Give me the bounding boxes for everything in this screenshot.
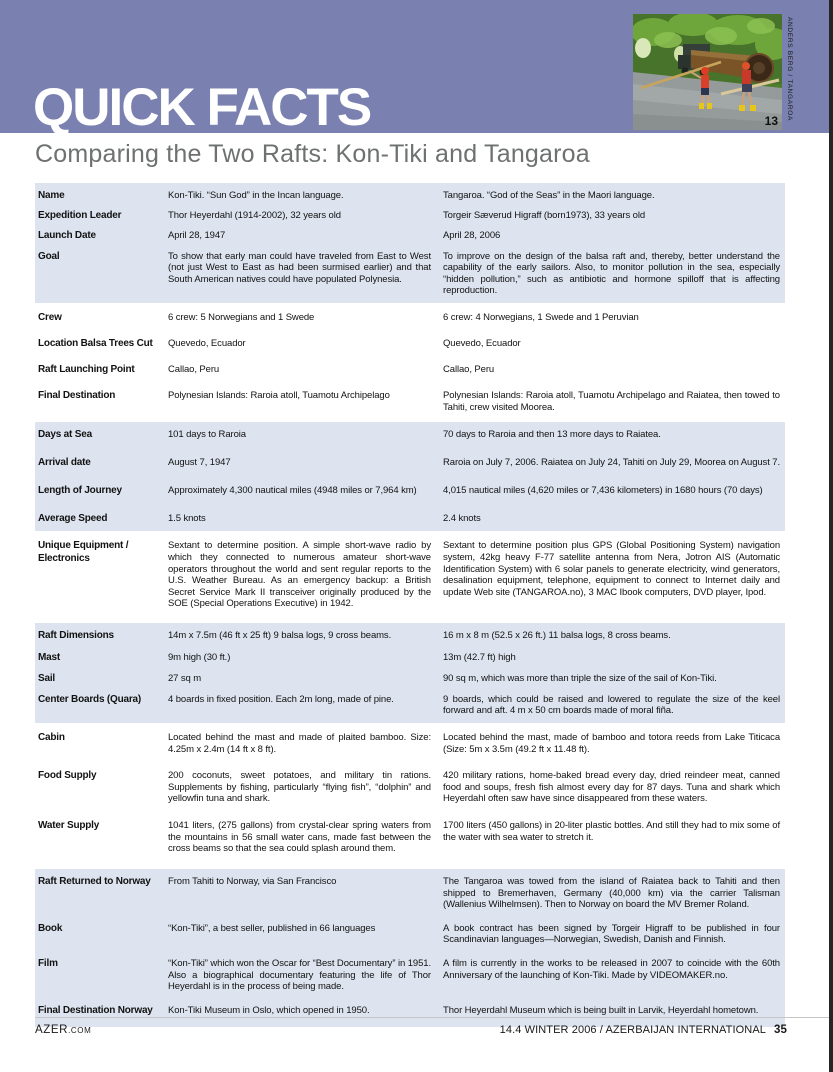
tangaroa-value: 9 boards, which could be raised and lowered to regulate the size of the keel forward and aft. 4 m x 50 cm boards made of moral fiña. (443, 693, 780, 717)
table-row (35, 390, 785, 413)
row-label: Days at Sea (38, 428, 92, 440)
row-label: Unique Equipment / Electronics (38, 540, 129, 564)
table-section (35, 725, 785, 867)
row-label: Raft Launching Point (38, 364, 135, 376)
row-label: Goal (38, 250, 60, 262)
tangaroa-value: To improve on the design of the balsa raft and, thereby, better understand the capability of the early sailors. Also, to monitor pollution in the sea, especially “hidden pollution,” such as antibiotic and hormone spilloff that is affecting reproduction. (443, 250, 780, 297)
table-row (35, 513, 785, 525)
photo-page-number: 13 (764, 114, 778, 128)
kontiki-value: Thor Heyerdahl (1914-2002), 32 years old (168, 210, 341, 222)
kontiki-value: 27 sq m (168, 672, 202, 684)
tangaroa-value: Polynesian Islands: Raroia atoll, Tuamotu Archipelago and Raiatea, then towed to Tahiti, crew visited Moorea. (443, 390, 780, 414)
kontiki-value: From Tahiti to Norway, via San Francisco (168, 876, 337, 888)
table-row (35, 230, 785, 242)
tangaroa-value: A book contract has been signed by Torgeir Higraff to be published in four Scandinavian languages—Norwegian, Swedish, Danish and Finnish. (443, 922, 780, 946)
jungle-log-photo-illustration (633, 14, 782, 130)
photo-credit: ANDERS BERG / TANGAROA (786, 17, 793, 122)
kontiki-value: 101 days to Raroia (168, 428, 246, 440)
tangaroa-value: 1700 liters (450 gallons) in 20-liter plastic bottles. And still they had to mix some of the water with sea water to stretch it. (443, 819, 780, 843)
row-label: Final Destination (38, 390, 116, 402)
kontiki-value: “Kon-Tiki”, a best seller, published in 66 languages (168, 922, 376, 934)
row-label: Final Destination Norway (38, 1004, 153, 1016)
table-section (35, 533, 785, 621)
row-label: Length of Journey (38, 484, 122, 496)
kontiki-value: Polynesian Islands: Raroia atoll, Tuamotu Archipelago (168, 390, 390, 402)
table-section (35, 422, 785, 532)
kontiki-value: Kon-Tiki Museum in Oslo, which opened in 1950. (168, 1004, 370, 1016)
row-label: Crew (38, 311, 62, 323)
row-label: Location Balsa Trees Cut (38, 338, 153, 350)
tangaroa-value: Located behind the mast, made of bamboo and totora reeds from Lake Titicaca (Size: 5m x 3.5m (49.2 ft x 11.48 ft). (443, 732, 780, 755)
table-row (35, 923, 785, 946)
kontiki-value: Callao, Peru (168, 364, 220, 376)
kontiki-value: 1041 liters, (275 gallons) from crystal-clear spring waters from the mountains in 56 small water cans, made fast between the cross beams so that the sea could splash around them. (168, 819, 431, 855)
table-row (35, 210, 785, 222)
table-row (35, 1005, 785, 1017)
table-row (35, 485, 785, 497)
tangaroa-value: 70 days to Raroia and then 13 more days to Raiatea. (443, 428, 661, 440)
row-label: Water Supply (38, 819, 100, 831)
tangaroa-value: Sextant to determine position plus GPS (Global Positioning System) navigation system, 42kg heavy F-77 satellite antenna from Nera, Jotron AIS (Automatic Identification System) with 6 solar panels to generate electricity, wind generators, desalination equipment, telephone, equipment to connect to Internet daily and update Web site (TANGAROA.no), 3 MAC Ibook computers, DVD player, Ipod. (443, 540, 780, 598)
row-label: Book (38, 922, 63, 934)
row-label: Launch Date (38, 230, 96, 242)
kontiki-value: Quevedo, Ecuador (168, 338, 246, 350)
row-label: Food Supply (38, 770, 97, 782)
table-row (35, 251, 785, 297)
kontiki-value: Approximately 4,300 nautical miles (4948 miles or 7,964 km) (168, 484, 417, 496)
kontiki-value: April 28, 1947 (168, 230, 226, 242)
footer-site-link (35, 1024, 91, 1036)
masthead-photo (633, 14, 782, 130)
comparison-table (35, 183, 785, 1029)
page-edge-line (829, 0, 833, 1072)
row-label: Center Boards (Quara) (38, 693, 142, 705)
tangaroa-value: 4,015 nautical miles (4,620 miles or 7,436 kilometers) in 1680 hours (70 days) (443, 484, 763, 496)
footer-issue-info (500, 1024, 829, 1036)
tangaroa-value: The Tangaroa was towed from the island of Raiatea back to Tahiti and then shipped to Bremerhaven, Germany (40,000 km) via the carrier Talisman (Wallenius Wilhelmsen). Then to Norway on board the MV Bremer Roland. (443, 876, 780, 911)
kontiki-value: 9m high (30 ft.) (168, 651, 231, 663)
tangaroa-value: Torgeir Sæverud Higraff (born1973), 33 years old (443, 210, 646, 222)
table-row (35, 732, 785, 755)
table-row (35, 820, 785, 855)
kontiki-value: 200 coconuts, sweet potatoes, and military tin rations. Supplements by fishing, particularly “flying fish”, “dolphin” and yellowfin tuna and shark. (168, 770, 431, 805)
page-footer (35, 1017, 829, 1036)
tangaroa-value: A film is currently in the works to be released in 2007 to coincide with the 60th Anniversary of the launching of Kon-Tiki. Made by VIDEOMAKER.no. (443, 957, 780, 981)
kontiki-value: 4 boards in fixed position. Each 2m long, made of pine. (168, 693, 394, 705)
footer-page-number: 35 (774, 1024, 787, 1036)
tangaroa-value: 420 military rations, home-baked bread every day, dried reindeer meat, canned food and soups, fresh fish almost every day for 87 days. Tuna and shark which Heyerdahl often saw have since disappeared from these waters. (443, 770, 780, 805)
row-label: Expedition Leader (38, 210, 122, 222)
table-row (35, 630, 785, 642)
tangaroa-value: Tangaroa. “God of the Seas” in the Maori language. (443, 190, 655, 201)
footer-issue-line: 14.4 WINTER 2006 / AZERBAIJAN INTERNATIONAL (499, 1024, 766, 1036)
row-label: Film (38, 957, 58, 969)
row-label: Cabin (38, 732, 65, 744)
row-label: Name (38, 190, 65, 201)
table-section (35, 623, 785, 723)
tangaroa-value: Thor Heyerdahl Museum which is being built in Larvik, Heyerdahl hometown. (443, 1004, 759, 1016)
table-row (35, 312, 785, 324)
table-section (35, 869, 785, 1027)
tangaroa-value: 2.4 knots (443, 513, 481, 525)
table-row (35, 770, 785, 805)
kontiki-value: “Kon-Tiki” which won the Oscar for “Best Documentary” in 1951. Also a biographical documentary featuring the life of Thor Heyerdahl is in the process of being made. (168, 957, 431, 993)
tangaroa-value: 16 m x 8 m (52.5 x 26 ft.) 11 balsa logs, 8 cross beams. (443, 630, 671, 642)
table-row (35, 457, 785, 469)
table-row (35, 364, 785, 376)
table-row (35, 540, 785, 609)
kontiki-value: Sextant to determine position. A simple short-wave radio by which they connected to numerous amateur short-wave operators throughout the world and sent regular reports to the U.S. Weather Bureau. As an emergency backup: a British Secret Service Mark II transceiver originally produced by the SOE (Special Operations Executive) in 1942. (168, 540, 431, 610)
row-label: Sail (38, 672, 55, 684)
tangaroa-value: Raroia on July 7, 2006. Raiatea on July 24, Tahiti on July 29, Moorea on August 7. (443, 456, 781, 468)
footer-site-suffix: .COM (68, 1026, 92, 1035)
table-section (35, 183, 785, 303)
article-subtitle: Comparing the Two Rafts: Kon-Tiki and Tangaroa (35, 140, 590, 168)
row-label: Average Speed (38, 513, 108, 525)
page-title: QUICK FACTS (33, 77, 371, 137)
kontiki-value: To show that early man could have traveled from East to West (not just West to East as had been surmised earlier) and that South American natives could have populated Polynesia. (168, 250, 431, 285)
table-row (35, 694, 785, 717)
row-label: Mast (38, 651, 60, 663)
table-section (35, 305, 785, 420)
row-label: Raft Dimensions (38, 630, 114, 642)
tangaroa-value: 6 crew: 4 Norwegians, 1 Swede and 1 Peruvian (443, 311, 639, 323)
tangaroa-value: 90 sq m, which was more than triple the size of the sail of Kon-Tiki. (443, 672, 717, 684)
table-row (35, 652, 785, 664)
footer-site-name: AZER (35, 1024, 69, 1036)
kontiki-value: 6 crew: 5 Norwegians and 1 Swede (168, 311, 315, 323)
kontiki-value: Located behind the mast and made of plaited bamboo. Size: 4.25m x 2.4m (14 ft x 8 ft). (168, 732, 431, 755)
kontiki-value: Kon-Tiki. “Sun God” in the Incan language. (168, 190, 344, 201)
row-label: Raft Returned to Norway (38, 876, 151, 888)
table-row (35, 190, 785, 202)
kontiki-value: 14m x 7.5m (46 ft x 25 ft) 9 balsa logs, 9 cross beams. (168, 630, 392, 642)
table-row (35, 673, 785, 685)
tangaroa-value: Callao, Peru (443, 364, 495, 376)
row-label: Arrival date (38, 456, 91, 468)
kontiki-value: 1.5 knots (168, 513, 206, 525)
kontiki-value: August 7, 1947 (168, 456, 231, 468)
table-row (35, 876, 785, 911)
table-row (35, 429, 785, 441)
tangaroa-value: April 28, 2006 (443, 230, 501, 242)
table-row (35, 338, 785, 350)
table-row (35, 958, 785, 993)
tangaroa-value: 13m (42.7 ft) high (443, 651, 516, 663)
tangaroa-value: Quevedo, Ecuador (443, 338, 521, 350)
